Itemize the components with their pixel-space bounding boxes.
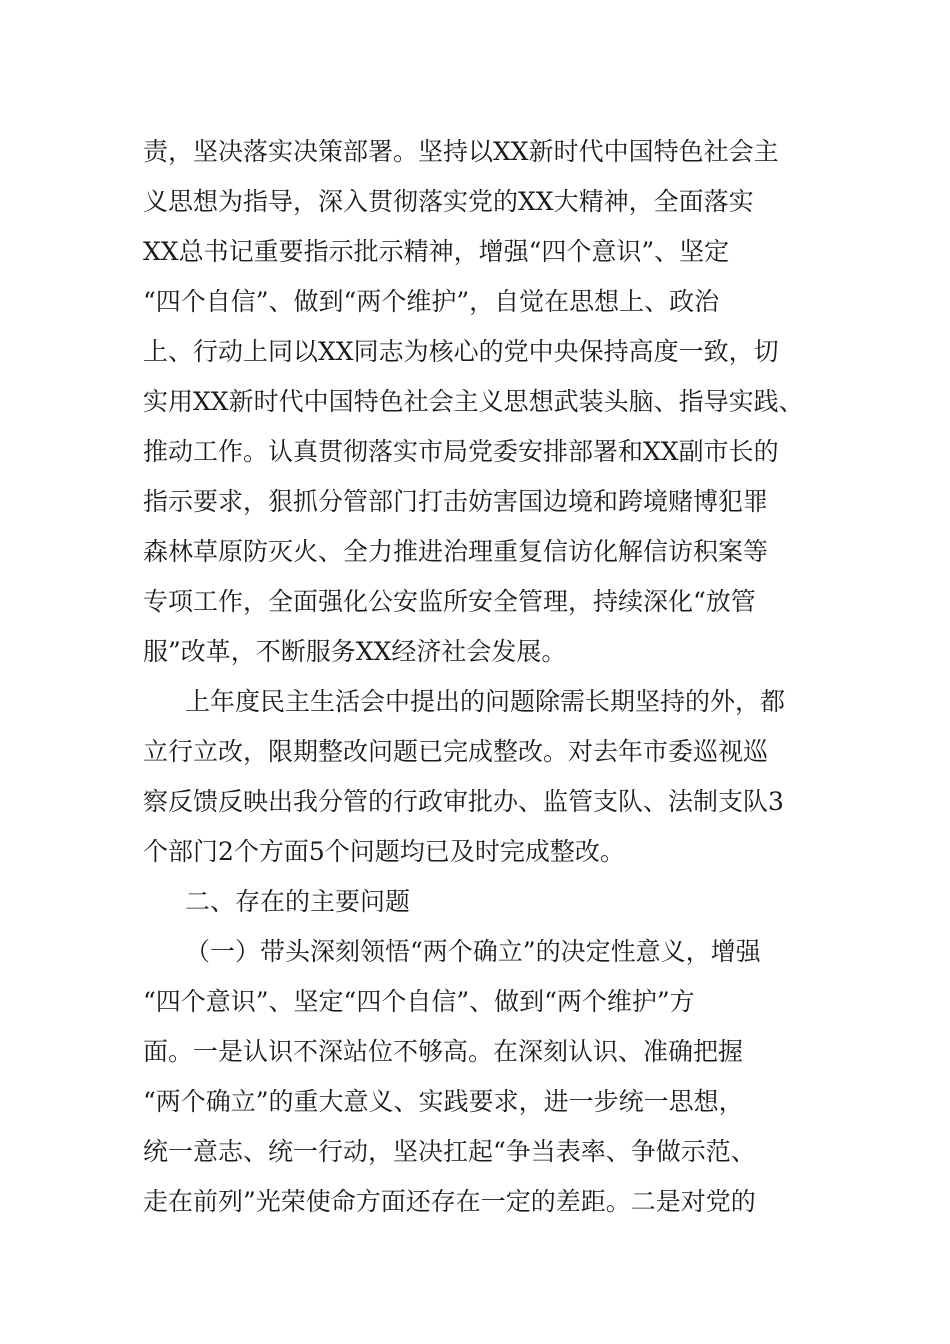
text-line: 义思想为指导，深入贯彻落实党的XX大精神，全面落实 bbox=[143, 187, 754, 216]
text-line: 指示要求，狠抓分管部门打击妨害国边境和跨境赌博犯罪 bbox=[143, 487, 769, 516]
section-heading: 二、存在的主要问题 bbox=[185, 887, 411, 916]
paragraph-first-line: 上年度民主生活会中提出的问题除需长期坚持的外，都 bbox=[185, 687, 786, 716]
text-line: 服”改革，不断服务XX经济社会发展。 bbox=[143, 637, 567, 666]
text-line: 走在前列”光荣使命方面还存在一定的差距。二是对党的 bbox=[143, 1187, 756, 1216]
text-line: “四个自信”、做到“两个维护”，自觉在思想上、政治 bbox=[143, 287, 720, 316]
text-line: “四个意识”、坚定“四个自信”、做到“两个维护”方 bbox=[143, 987, 695, 1016]
text-line: 实用XX新时代中国特色社会主义思想武装头脑、指导实践、 bbox=[143, 387, 804, 416]
text-line: 立行立改，限期整改问题已完成整改。对去年市委巡视巡 bbox=[143, 737, 769, 766]
text-line: 面。一是认识不深站位不够高。在深刻认识、准确把握 bbox=[143, 1037, 744, 1066]
document-body bbox=[143, 127, 813, 1227]
text-line: 推动工作。认真贯彻落实市局党委安排部署和XX副市长的 bbox=[143, 437, 779, 466]
text-line: 统一意志、统一行动，坚决扛起“争当表率、争做示范、 bbox=[143, 1137, 756, 1166]
text-line: XX总书记重要指示批示精神，增强“四个意识”、坚定 bbox=[143, 237, 730, 266]
paragraph-first-line: （一）带头深刻领悟“两个确立”的决定性意义，增强 bbox=[185, 937, 761, 966]
text-line: 个部门2个方面5个问题均已及时完成整改。 bbox=[143, 837, 625, 866]
text-line: 上、行动上同以XX同志为核心的党中央保持高度一致，切 bbox=[143, 337, 779, 366]
text-line: 责，坚决落实决策部署。坚持以XX新时代中国特色社会主 bbox=[143, 137, 779, 166]
text-line: “两个确立”的重大意义、实践要求，进一步统一思想， bbox=[143, 1087, 744, 1116]
text-line: 专项工作，全面强化公安监所安全管理，持续深化“放管 bbox=[143, 587, 756, 616]
text-line: 察反馈反映出我分管的行政审批办、监管支队、法制支队3 bbox=[143, 787, 784, 816]
text-line: 森林草原防灭火、全力推进治理重复信访化解信访积案等 bbox=[143, 537, 769, 566]
